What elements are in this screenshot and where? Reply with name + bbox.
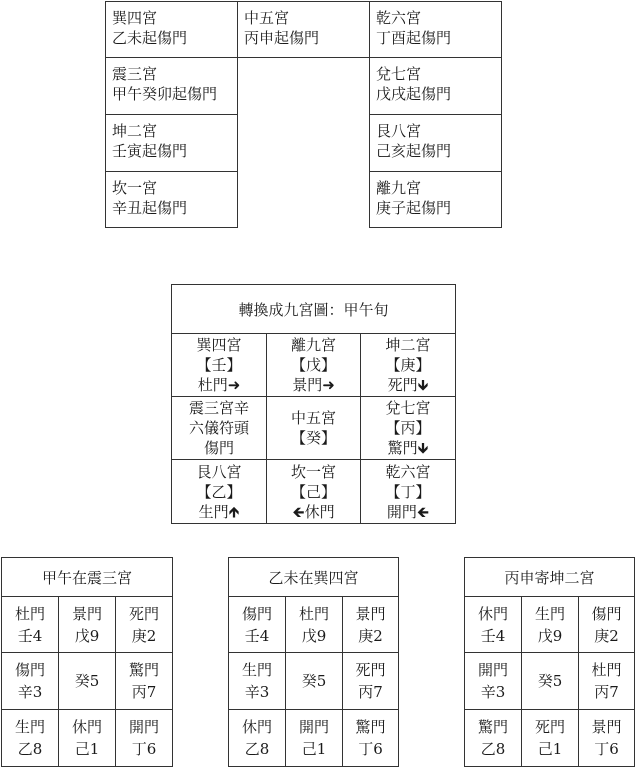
- door-label: 驚門: [355, 718, 386, 736]
- top-cell-xun4: [105, 1, 238, 58]
- palace-xun4: [171, 333, 267, 397]
- stem: 【癸】: [290, 429, 336, 447]
- door-label: 生門: [534, 604, 565, 623]
- top-cell-li9: [369, 171, 502, 228]
- door-label: 開門: [128, 718, 159, 736]
- stem-number: 乙8: [244, 740, 270, 758]
- stem-number: 癸5: [537, 672, 563, 690]
- door-with-arrow-left-icon: 🡸休門: [292, 502, 335, 521]
- door: 傷門: [203, 439, 234, 457]
- top-cell-kun2: [105, 114, 238, 172]
- grid-cell: [578, 652, 635, 710]
- door-label: 開門: [477, 661, 508, 679]
- door-label: 生門: [241, 661, 272, 679]
- stem: 【戊】: [290, 356, 336, 374]
- stem-number: 戊9: [537, 626, 563, 645]
- stem-number: 癸5: [74, 672, 100, 690]
- grid-cell: [1, 652, 59, 710]
- door-label: 杜門: [298, 604, 329, 623]
- grid-cell: [228, 596, 286, 653]
- palace-text: 乙未起傷門: [112, 29, 188, 47]
- grid-cell: [521, 652, 579, 710]
- grid-cell: [228, 709, 286, 767]
- top-cell-zhong5: [237, 1, 370, 58]
- door-with-arrow-right-icon: 杜門➜: [197, 376, 241, 394]
- palace-text: 丁酉起傷門: [376, 29, 452, 47]
- grid-cell: [285, 596, 343, 653]
- palace-qian6: [360, 459, 456, 524]
- note: 六儀符頭: [188, 419, 249, 437]
- palace-label: 巽四宮: [112, 9, 158, 27]
- palace-label: 震三宮: [112, 65, 158, 83]
- top-cell-dui7: [369, 57, 502, 115]
- grid-cell: [115, 652, 173, 710]
- palace-name: 乾六宮: [385, 462, 431, 481]
- palace-name: 兌七宮: [385, 399, 431, 417]
- palace-name: 巽四宮: [196, 336, 242, 354]
- top-cell-zhen3: [105, 57, 238, 115]
- palace-label: 中五宮: [244, 9, 290, 27]
- top-cell-kan1: [105, 171, 238, 228]
- stem-number: 壬4: [244, 626, 270, 645]
- palace-label: 艮八宮: [376, 122, 422, 140]
- stem: 【丁】: [385, 482, 431, 501]
- title-text: 乙未在巽四宮: [268, 568, 359, 587]
- stem-number: 丁6: [358, 740, 383, 758]
- grid-cell: [342, 652, 399, 710]
- palace-zhong5: [266, 396, 361, 460]
- grid-cell: [115, 596, 173, 653]
- door-label: 死門: [534, 718, 565, 736]
- grid-cell: [58, 652, 116, 710]
- door-with-arrow-left-icon: 開門🡸: [386, 502, 430, 521]
- grid-cell: [578, 709, 635, 767]
- door-label: 休門: [477, 604, 508, 623]
- door-with-arrow-right-icon: 景門➜: [292, 376, 335, 394]
- door-label: 休門: [71, 718, 102, 736]
- stem-number: 丁6: [131, 740, 157, 758]
- door-label: 開門: [298, 718, 329, 736]
- small-table-title: [1, 557, 173, 597]
- grid-cell: [464, 652, 522, 710]
- palace-text: 戊戌起傷門: [376, 85, 452, 103]
- stem-number: 庚2: [131, 626, 157, 645]
- door-label: 景門: [591, 718, 622, 736]
- palace-text: 壬寅起傷門: [112, 142, 188, 160]
- door-label: 驚門: [128, 661, 159, 679]
- door-label: 杜門: [14, 604, 45, 623]
- stem: 【壬】: [196, 356, 242, 374]
- stem-number: 己1: [301, 740, 327, 758]
- door-label: 杜門: [591, 661, 622, 679]
- grid-cell: [1, 596, 59, 653]
- grid-cell: [58, 709, 116, 767]
- stem-number: 庚2: [358, 626, 383, 645]
- stem: 【乙】: [196, 482, 242, 501]
- door-with-arrow-up-icon: 生門🡹: [198, 502, 240, 521]
- grid-cell: [578, 596, 635, 653]
- stem-number: 戊9: [301, 626, 327, 645]
- door-with-arrow-down-icon: 死門🡻: [387, 376, 429, 394]
- stem-number: 辛3: [244, 683, 270, 701]
- grid-cell: [115, 709, 173, 767]
- stem-number: 辛3: [17, 683, 43, 701]
- door-label: 死門: [128, 604, 159, 623]
- grid-cell: [342, 596, 399, 653]
- small-table-title: [228, 557, 399, 597]
- palace-name: 艮八宮: [196, 462, 242, 481]
- palace-dui7: [360, 396, 456, 460]
- stem-number: 乙8: [480, 740, 506, 758]
- palace-name: 中五宮: [290, 409, 336, 427]
- stem-number: 庚2: [594, 626, 619, 645]
- palace-zhen3: [171, 396, 267, 460]
- door-label: 傷門: [241, 604, 272, 623]
- top-cell-gen8: [369, 114, 502, 172]
- stem-number: 丁6: [594, 740, 619, 758]
- palace-name: 坤二宮: [385, 336, 431, 354]
- door-label: 死門: [355, 661, 386, 679]
- door-label: 驚門: [477, 718, 508, 736]
- grid-cell: [1, 709, 59, 767]
- palace-li9: [266, 333, 361, 397]
- stem-number: 丙7: [358, 683, 383, 701]
- palace-text: 己亥起傷門: [376, 142, 452, 160]
- palace-name: 坎一宮: [290, 462, 336, 481]
- stem: 【己】: [290, 482, 336, 501]
- stem-number: 壬4: [17, 626, 43, 645]
- nine-palace-title: [171, 284, 456, 334]
- grid-cell: [58, 596, 116, 653]
- stem-number: 乙8: [17, 740, 43, 758]
- stem-number: 壬4: [480, 626, 506, 645]
- palace-text: 庚子起傷門: [376, 199, 452, 217]
- palace-label: 坤二宮: [112, 122, 158, 140]
- stem-number: 丙7: [594, 683, 619, 701]
- stem-number: 己1: [537, 740, 563, 758]
- grid-cell: [464, 709, 522, 767]
- stem-number: 丙7: [131, 683, 157, 701]
- grid-cell: [228, 652, 286, 710]
- grid-cell: [342, 709, 399, 767]
- door-label: 景門: [355, 604, 386, 623]
- stem-number: 癸5: [301, 672, 327, 690]
- grid-cell: [464, 596, 522, 653]
- top-cell-qian6: [369, 1, 502, 58]
- stem-number: 辛3: [480, 683, 506, 701]
- palace-kun2: [360, 333, 456, 397]
- palace-text: 丙申起傷門: [244, 29, 320, 47]
- title-text: 丙申寄坤二宮: [504, 568, 595, 587]
- title-text: 甲午在震三宮: [41, 568, 132, 587]
- stem: 【庚】: [385, 356, 431, 374]
- door-label: 生門: [14, 718, 45, 736]
- grid-cell: [521, 709, 579, 767]
- palace-text: 辛丑起傷門: [112, 199, 188, 217]
- title-text: 轉換成九宮圖：甲午旬: [238, 300, 389, 319]
- door-with-arrow-down-icon: 驚門🡻: [387, 439, 429, 457]
- door-label: 傷門: [14, 661, 45, 679]
- palace-label: 乾六宮: [376, 9, 422, 27]
- door-label: 傷門: [591, 604, 622, 623]
- palace-label: 兌七宮: [376, 65, 422, 83]
- stem-number: 戊9: [74, 626, 100, 645]
- grid-cell: [285, 652, 343, 710]
- palace-gen8: [171, 459, 267, 524]
- door-label: 景門: [71, 604, 102, 623]
- stem: 【丙】: [385, 419, 431, 437]
- palace-name: 震三宮辛: [188, 399, 249, 417]
- stem-number: 己1: [74, 740, 100, 758]
- palace-kan1: [266, 459, 361, 524]
- palace-text: 甲午癸卯起傷門: [112, 85, 218, 103]
- grid-cell: [521, 596, 579, 653]
- door-label: 休門: [241, 718, 272, 736]
- palace-name: 離九宮: [290, 336, 336, 354]
- grid-cell: [285, 709, 343, 767]
- palace-label: 坎一宮: [112, 179, 158, 197]
- small-table-title: [464, 557, 635, 597]
- palace-label: 離九宮: [376, 179, 422, 197]
